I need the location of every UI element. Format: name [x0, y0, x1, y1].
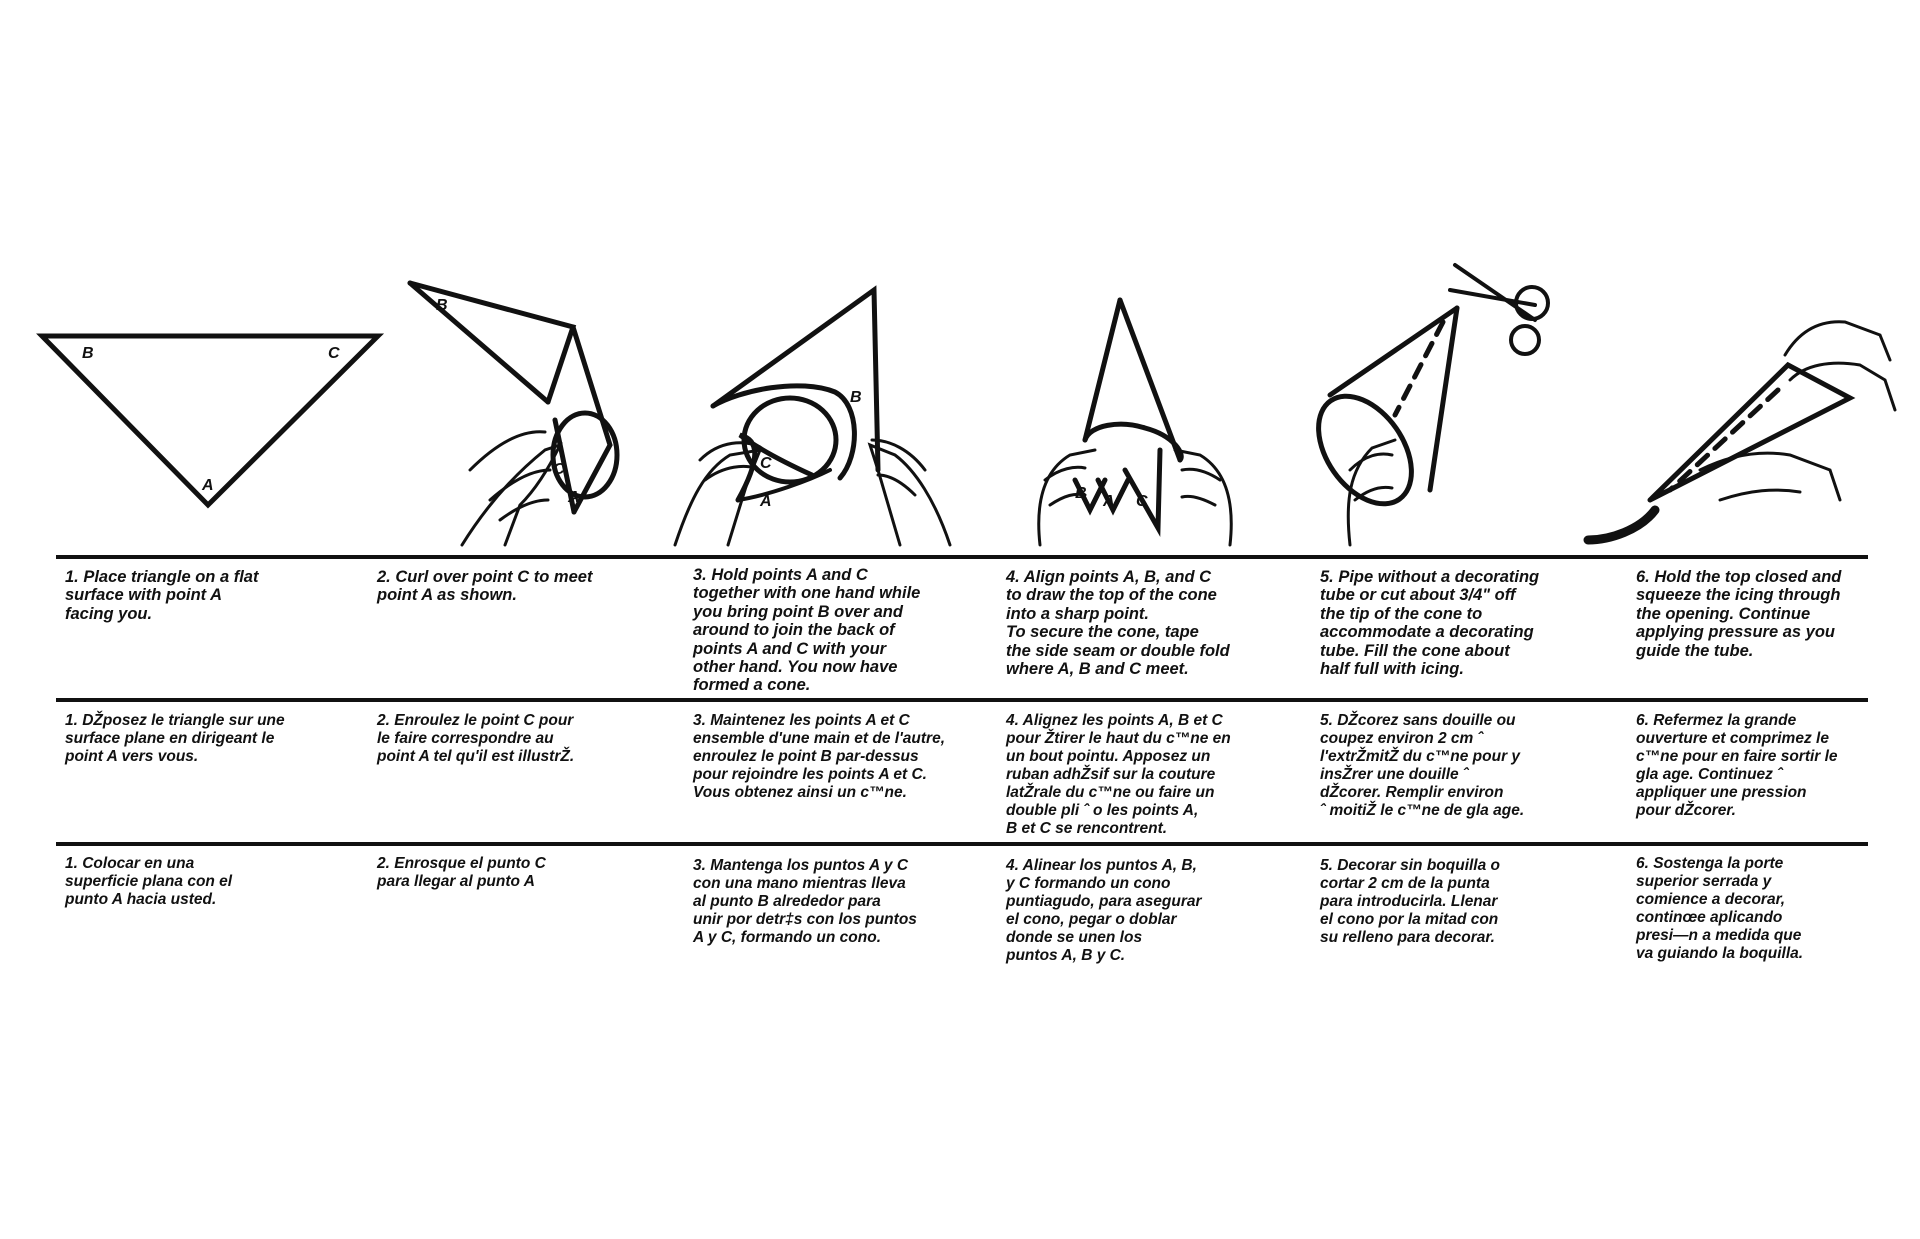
step-2-label-b: B [436, 297, 448, 314]
step-2-french: 2. Enroulez le point C pour le faire correspondre au point A tel qu'il est illustrŽ. [377, 712, 575, 765]
step-4-label-a: A [1103, 493, 1115, 510]
step-5-english: 5. Pipe without a decorating tube or cut about 3/4" off the tip of the cone to accommodate a decorating tube. Fill the cone about half full with icing. [1320, 568, 1540, 679]
step-3-label-a: A [760, 493, 772, 510]
step-4-spanish: 4. Alinear los puntos A, B, y C formando un cono puntiagudo, para asegurar el cono, pegar o doblar donde se unen los puntos A, B y C. [1006, 857, 1202, 964]
step-2-spanish: 2. Enrosque el punto C para llegar al punto A [377, 855, 546, 890]
step-3-spanish: 3. Mantenga los puntos A y C con una mano mientras lleva al punto B alrededor para unir por detr‡s con los puntos A y C, formando un cono. [693, 857, 917, 946]
step-6-squeeze-icing-illustration [1588, 322, 1895, 540]
step-3-label-b: B [850, 389, 862, 406]
step-6-spanish: 6. Sostenga la porte superior serrada y comience a decorar, continœe aplicando presi—n a medida que va guiando la boquilla. [1636, 855, 1804, 962]
step-2-english: 2. Curl over point C to meet point A as shown. [377, 568, 593, 605]
step-4-english: 4. Align points A, B, and C to draw the top of the cone into a sharp point. To secure the cone, tape the side seam or double fold where A, B and C meet. [1006, 568, 1230, 679]
step-3-french: 3. Maintenez les points A et C ensemble d'une main et de l'autre, enroulez le point B par-dessus pour rejoindre les points A et C. Vous obtenez ainsi un c™ne. [693, 712, 945, 801]
divider-top [56, 555, 1868, 559]
step-1-spanish: 1. Colocar en una superficie plana con el punto A hacia usted. [65, 855, 233, 908]
step-5-french: 5. DŽcorez sans douille ou coupez environ 2 cm ˆ l'extrŽmitŽ du c™ne pour y insŽrer une douille ˆ dŽcorer. Remplir environ ˆ moitiŽ le c™ne de gla age. [1320, 712, 1525, 819]
step-5-cut-tip-illustration [1299, 265, 1548, 545]
step-1-label-a: A [202, 477, 214, 494]
step-6-french: 6. Refermez la grande ouverture et comprimez le c™ne pour en faire sortir le gla age. Continuez ˆ appliquer une pression pour dŽcorer. [1636, 712, 1838, 819]
step-1-label-b: B [82, 345, 94, 362]
step-3-cone-forming-illustration [675, 290, 950, 545]
step-4-label-c: C [1136, 493, 1148, 510]
step-2-curl-illustration [410, 283, 617, 545]
step-3-english: 3. Hold points A and C together with one hand while you bring point B over and around to join the back of points A and C with your other hand. You now have formed a cone. [693, 566, 921, 695]
step-2-label-a: A [568, 489, 580, 506]
divider-english-french [56, 698, 1868, 702]
step-4-french: 4. Alignez les points A, B et C pour Žtirer le haut du c™ne en un bout pointu. Apposez un ruban adhŽsif sur la couture latŽrale du c™ne ou faire un double pli ˆ o les points A, B et C se rencontrent. [1006, 712, 1231, 837]
step-1-french: 1. DŽposez le triangle sur une surface plane en dirigeant le point A vers vous. [65, 712, 285, 765]
divider-french-spanish [56, 842, 1868, 846]
step-4-label-b: B [1075, 485, 1087, 502]
step-5-spanish: 5. Decorar sin boquilla o cortar 2 cm de la punta para introducirla. Llenar el cono por la mitad con su relleno para decorar. [1320, 857, 1501, 946]
step-4-align-point-illustration [1039, 300, 1232, 545]
step-6-english: 6. Hold the top closed and squeeze the icing through the opening. Continue applying pressure as you guide the tube. [1636, 568, 1842, 660]
step-1-english: 1. Place triangle on a flat surface with point A facing you. [65, 568, 259, 623]
step-3-label-c: C [760, 455, 772, 472]
step-1-label-c: C [328, 345, 340, 362]
step-illustrations [0, 0, 1920, 560]
step-2-label-c: C [553, 461, 565, 478]
